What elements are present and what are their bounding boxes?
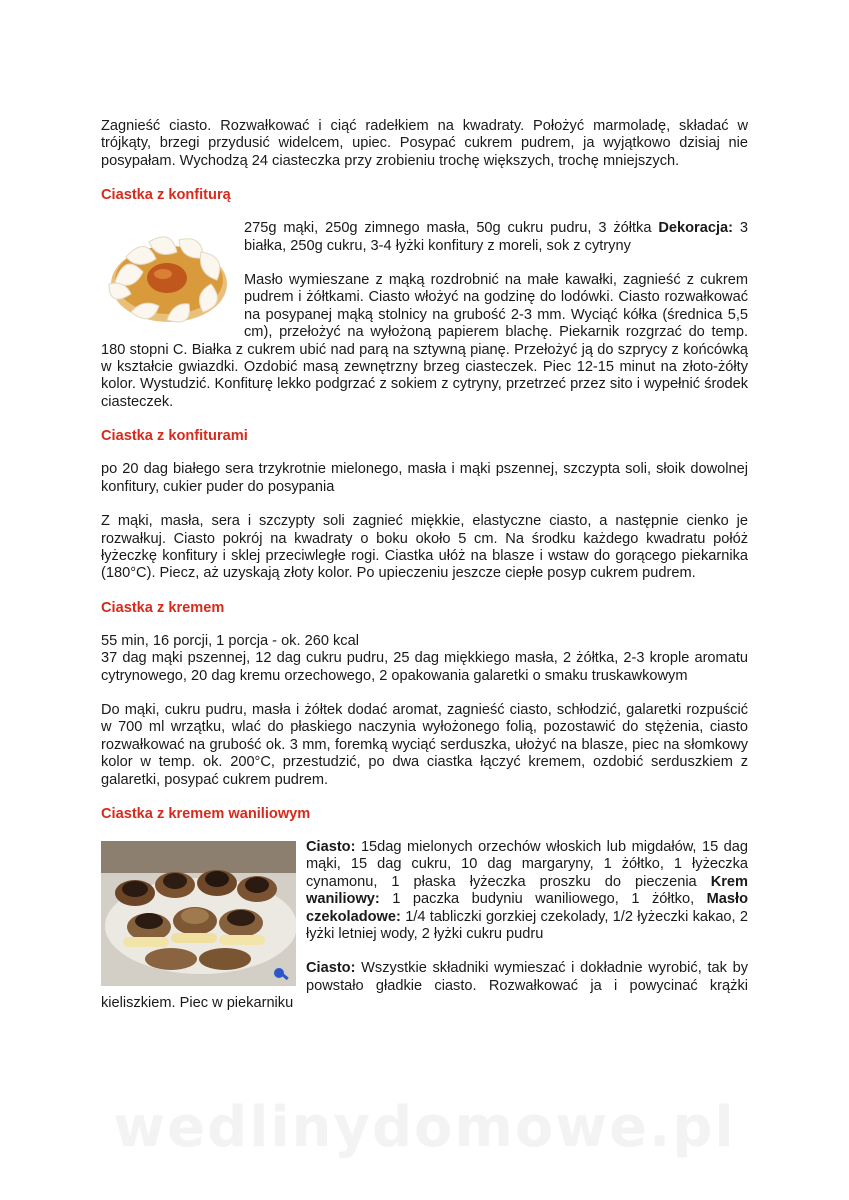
- recipe-ingredients-konfiturami: po 20 dag białego sera trzykrotnie mielonego, masła i mąki pszennej, szczypta soli, słoik dowolnej konfitury, cukier puder do posypania: [101, 461, 748, 495]
- decoration-label: Dekoracja:: [658, 220, 733, 237]
- recipe-meta-krem: 55 min, 16 porcji, 1 porcja - ok. 260 kcal: [101, 632, 359, 649]
- cookie-meringue-photo: [101, 222, 234, 327]
- recipe-title-konfitura: Ciastka z konfiturą: [101, 187, 231, 204]
- recipe-method-konfiturami: Z mąki, masła, sera i szczypty soli zagnieć miękkie, elastyczne ciasto, a następnie cienko je rozwałkuj. Ciasto pokrój na kwadraty o boku około 5 cm. Na środku każdego kwadratu połóż łyżeczkę konfitury i sklej przeciwległe rogi. Ciastka ułóż na blasze i wstaw do gorącego piekarnika (180°C). Piecz, aż uzyskają złoty kolor. Po upieczeniu jeszcze ciepłe posyp cukrem pudrem.: [101, 513, 748, 582]
- document-body: [101, 118, 748, 1013]
- recipe-method-konfitura: Masło wymieszane z mąką rozdrobnić na małe kawałki, zagnieść z cukrem pudrem i żółtkami. Ciasto włożyć na godzinę do lodówki. Ciasto rozwałkować na posypanej mąką stolnicy na grubość 2-3 mm. Wyciąć kółka (średnica 5,5 cm), przełożyć na wyłożoną papierem blachę. Piekarnik rozgrzać do temp. 180 stopni C. Białka z cukrem ubić nad parą na sztywną pianę. Przełożyć ją do szprycy z końcówką w kształcie gwiazdki. Ozdobić masą zewnętrzny brzeg ciasteczek. Piec 12-15 minut na złoto-żółty kolor. Wystudzić. Konfiturę lekko podgrzać z sokiem z cytryny, przetrzeć przez sito i wypełnić środek ciasteczek.: [101, 272, 748, 410]
- recipe-ingredients-konfitura: 275g mąki, 250g zimnego masła, 50g cukru pudru, 3 żółtka Dekoracja: 3 białka, 250g cukru, 3-4 łyżki konfitury z moreli, sok z cytryny: [244, 220, 748, 254]
- recipe-method-krem-waniliowy: Ciasto: Wszystkie składniki wymieszać i dokładnie wyrobić, tak by powstało gładkie ciasto. Rozwałkować ja i powycinać krążki kieliszkiem. Piec w piekarniku: [101, 960, 748, 1012]
- recipe-title-konfiturami: Ciastka z konfiturami: [101, 428, 248, 445]
- recipe-title-krem-waniliowy: Ciastka z kremem waniliowym: [101, 805, 311, 822]
- recipe-ingredients-krem: 37 dag mąki pszennej, 12 dag cukru pudru, 25 dag miękkiego masła, 2 żółtka, 2-3 krople aromatu cytrynowego, 20 dag kremu orzechowego, 2 opakowania galaretki o smaku truskawkowym: [101, 650, 748, 684]
- recipe-ingredients-krem-waniliowy: Ciasto: 15dag mielonych orzechów włoskich lub migdałów, 15 dag mąki, 15 dag cukru, 10 dag margaryny, 1 żółtko, 1 łyżeczka cynamonu, 1 płaska łyżeczka proszku do pieczenia Krem waniliowy: 1 paczka budyniu waniliowego, 1 żółtko, Masło czekoladowe: 1/4 tabliczki gorzkiej czekolady, 1/2 łyżeczki kakao, 2 łyżki letniej wody, 2 łyżki cukru pudru: [306, 838, 749, 942]
- cookie-chocolate-photo: [101, 841, 296, 986]
- intro-paragraph: Zagnieść ciasto. Rozwałkować i ciąć radełkiem na kwadraty. Położyć marmoladę, składać w trójkąty, brzegi przydusić widelcem, upiec. Posypać cukrem pudrem, ja wyjątkowo dzisiaj nie posypałam. Wychodzą 24 ciasteczka przy zrobieniu trochę większych, trochę mniejszych.: [101, 118, 748, 169]
- recipe-method-krem: Do mąki, cukru pudru, masła i żółtek dodać aromat, zagnieść ciasto, schłodzić, galaretki rozpuścić w 700 ml wrzątku, wlać do płaskiego naczynia wyłożonego folią, pozostawić do stężenia, ciasto rozwałkować na grubość ok. 3 mm, foremką wyciąć serduszka, ułożyć na blasze, piec na słomkowy kolor w temp. ok. 200°C, przestudzić, po dwa ciastka łączyć kremem, ozdobić serduszkiem z galaretki, posypać cukrem pudrem.: [101, 701, 748, 788]
- watermark: wedlinydomowe.pl: [113, 1095, 736, 1160]
- recipe-title-krem: Ciastka z kremem: [101, 599, 225, 616]
